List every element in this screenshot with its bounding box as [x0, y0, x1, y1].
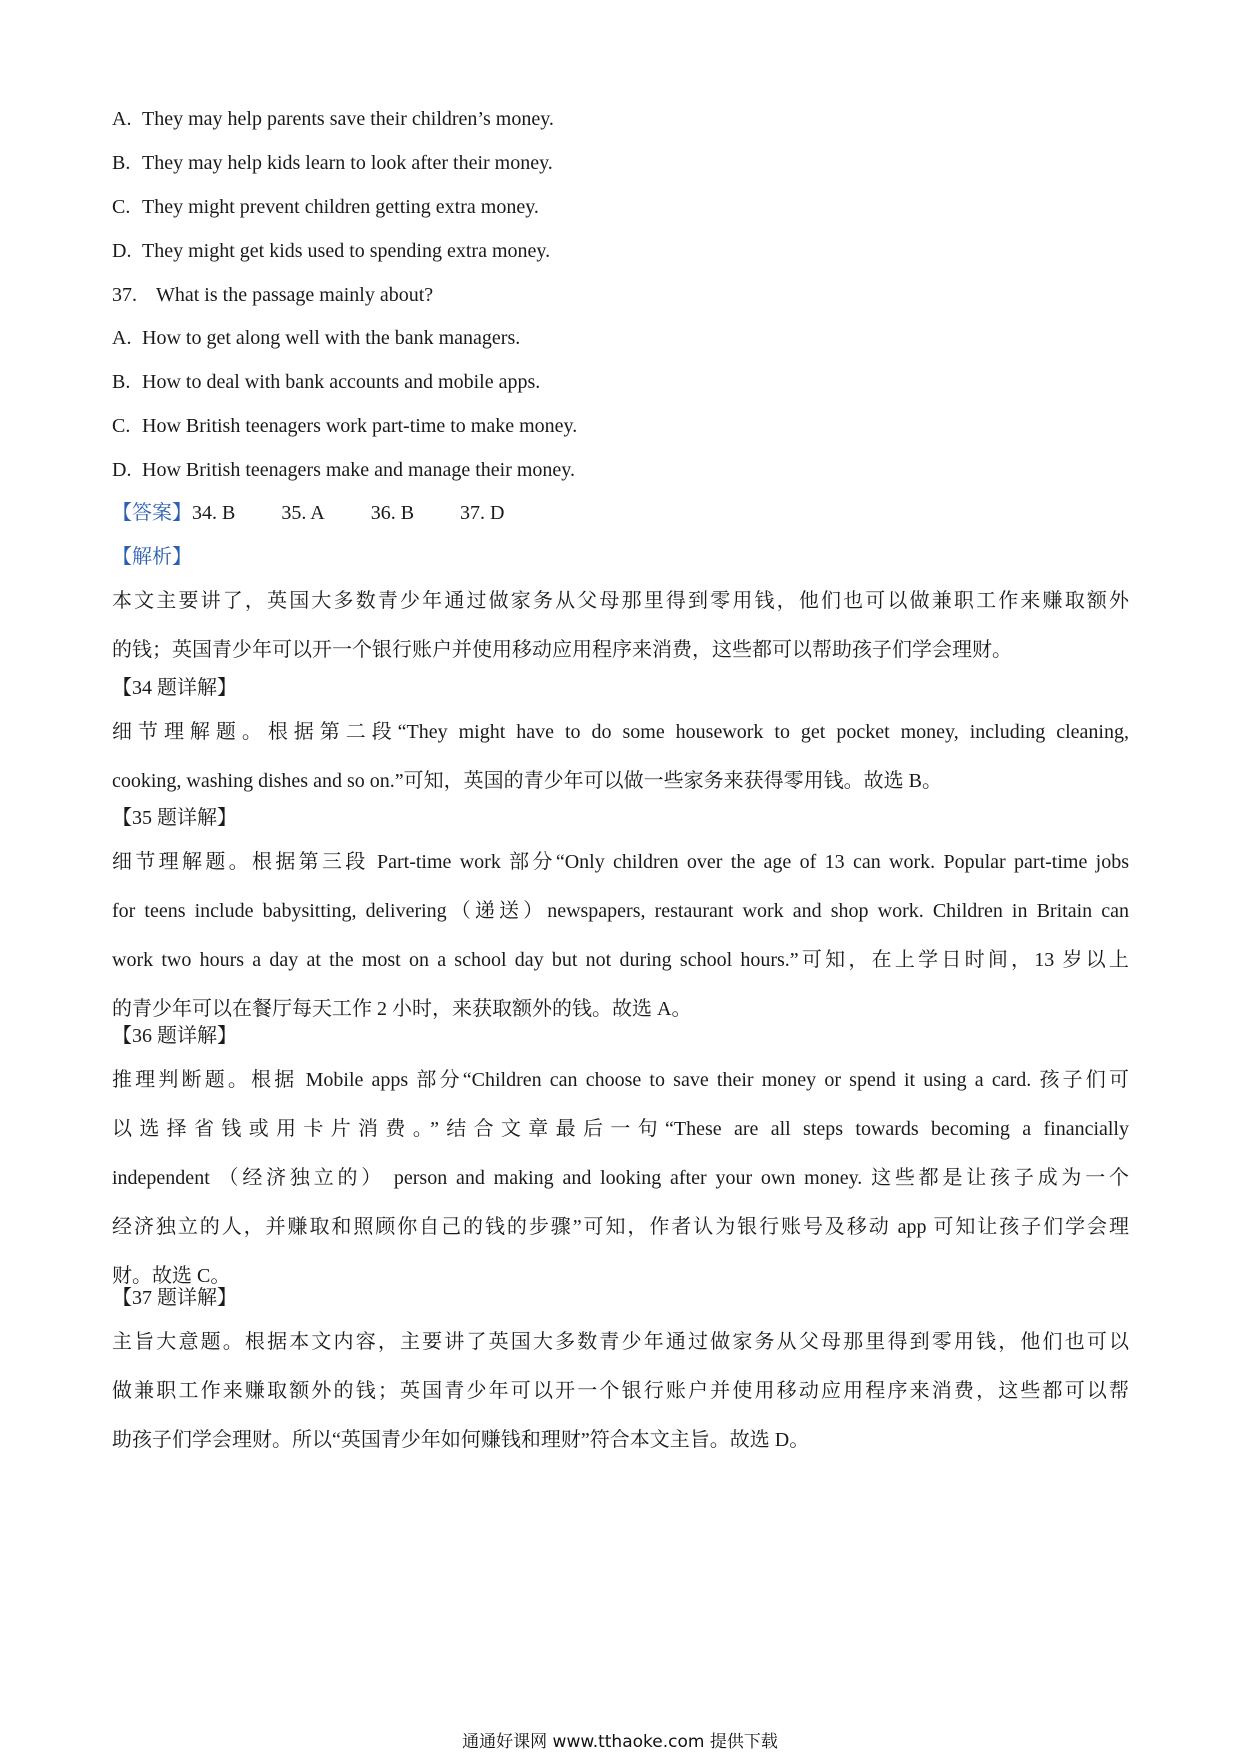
option-text: They might get kids used to spending extra money.: [142, 240, 551, 262]
footer-text: 通通好课网 www.tthaoke.com 提供下载: [462, 1732, 778, 1752]
q37-option-d: [112, 458, 1132, 482]
detail-34-paragraph: [112, 720, 1129, 818]
option-letter: D.: [112, 240, 132, 262]
answer-item: 34. B: [192, 502, 236, 524]
paragraph-line: 主旨大意题。根据本文内容，主要讲了英国大多数青少年通过做家务从父母那里得到零用钱，他们也可以: [112, 1331, 1129, 1353]
paragraph-line: 的青少年可以在餐厅每天工作 2 小时，来获取额外的钱。故选 A。: [112, 998, 692, 1020]
option-letter: B.: [112, 152, 131, 174]
paragraph-line: 做兼职工作来赚取额外的钱；英国青少年可以开一个银行账户并使用移动应用程序来消费，这些都可以帮: [112, 1380, 1129, 1402]
answer-item: 36. B: [370, 502, 415, 524]
detail-35-paragraph: [112, 850, 1129, 1046]
option-b: [112, 151, 1132, 175]
answer-item: 35. A: [281, 502, 325, 524]
detail-36-paragraph: [112, 1068, 1129, 1313]
answer-line: [112, 501, 1132, 525]
detail-37-heading: 【37 题详解】: [112, 1287, 237, 1309]
analysis-paragraph: [112, 589, 1129, 687]
option-c: [112, 195, 1132, 219]
paragraph-line: 以选择省钱或用卡片消费。”结合文章最后一句“These are all steps towards becoming a financially: [112, 1118, 1129, 1140]
option-letter: A.: [112, 327, 132, 349]
option-text: They might prevent children getting extra money.: [142, 196, 539, 218]
question-37: [112, 283, 1132, 307]
paragraph-line: independent （经济独立的） person and making and looking after your own money. 这些都是让孩子成为一个: [112, 1167, 1129, 1189]
option-letter: C.: [112, 415, 131, 437]
option-a: [112, 107, 1132, 131]
detail-37-paragraph: [112, 1330, 1129, 1477]
paragraph-line: 推理判断题。根据 Mobile apps 部分“Children can choose to save their money or spend it using a card. 孩子们可: [112, 1069, 1129, 1091]
option-text: How British teenagers make and manage their money.: [142, 459, 576, 481]
paragraph-line: 助孩子们学会理财。所以“英国青少年如何赚钱和理财”符合本文主旨。故选 D。: [112, 1429, 810, 1451]
paragraph-line: 本文主要讲了，英国大多数青少年通过做家务从父母那里得到零用钱，他们也可以做兼职工作来赚取额外: [112, 590, 1129, 612]
option-d: [112, 239, 1132, 263]
option-text: They may help kids learn to look after their money.: [142, 152, 553, 174]
paragraph-line: 细节理解题。根据第三段 Part-time work 部分“Only children over the age of 13 can work. Popular part-time jobs: [112, 851, 1129, 873]
q37-option-a: [112, 326, 1132, 350]
paragraph-line: for teens include babysitting, delivering（递送）newspapers, restaurant work and shop work. Children in Britain can: [112, 900, 1129, 922]
paragraph-line: 的钱；英国青少年可以开一个银行账户并使用移动应用程序来消费，这些都可以帮助孩子们学会理财。: [112, 639, 1012, 661]
option-text: How British teenagers work part-time to make money.: [142, 415, 578, 437]
analysis-label: 【解析】: [112, 546, 192, 568]
q37-option-c: [112, 414, 1132, 438]
question-text: What is the passage mainly about?: [156, 284, 434, 306]
option-text: How to get along well with the bank managers.: [142, 327, 521, 349]
option-letter: D.: [112, 459, 132, 481]
answer-label: 【答案】: [112, 502, 192, 524]
detail-35-heading: 【35 题详解】: [112, 807, 237, 829]
detail-34-heading: 【34 题详解】: [112, 677, 237, 699]
option-letter: B.: [112, 371, 131, 393]
option-letter: A.: [112, 108, 132, 130]
option-letter: C.: [112, 196, 131, 218]
question-number: 37.: [112, 284, 137, 306]
option-text: How to deal with bank accounts and mobile apps.: [142, 371, 541, 393]
paragraph-line: work two hours a day at the most on a school day but not during school hours.”可知，在上学日时间，13 岁以上: [112, 949, 1129, 971]
q37-option-b: [112, 370, 1132, 394]
paragraph-line: 财。故选 C。: [112, 1265, 231, 1287]
answer-item: 37. D: [460, 502, 505, 524]
option-text: They may help parents save their children’s money.: [142, 108, 554, 130]
paragraph-line: 经济独立的人，并赚取和照顾你自己的钱的步骤”可知，作者认为银行账号及移动 app 可知让孩子们学会理: [112, 1216, 1129, 1238]
paragraph-line: cooking, washing dishes and so on.”可知，英国的青少年可以做一些家务来获得零用钱。故选 B。: [112, 770, 942, 792]
paragraph-line: 细节理解题。根据第二段“They might have to do some housework to get pocket money, including cleaning,: [112, 721, 1129, 743]
detail-36-heading: 【36 题详解】: [112, 1025, 237, 1047]
